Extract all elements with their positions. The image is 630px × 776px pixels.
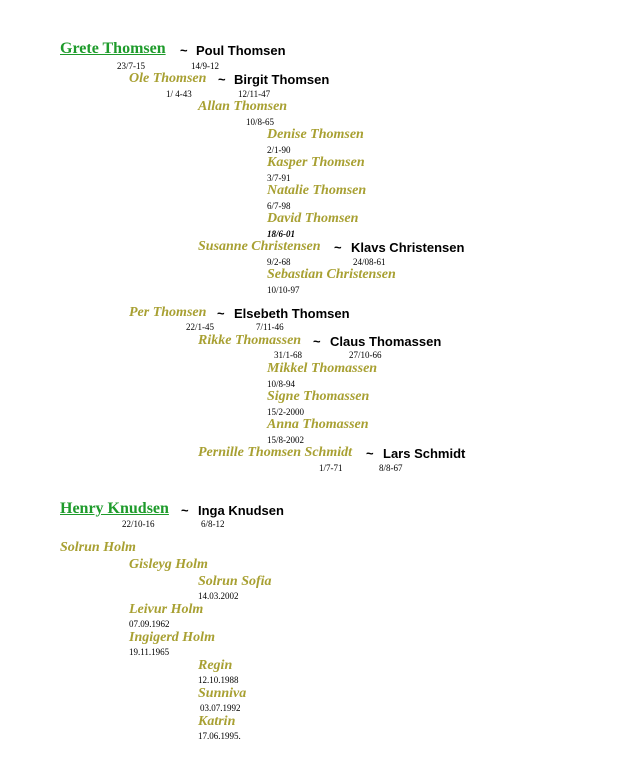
regin-birth-date: 12.10.1988	[198, 675, 239, 685]
gisleyg-holm-name: Gisleyg Holm	[129, 557, 208, 572]
rikke-thomassen-name: Rikke Thomassen	[198, 333, 302, 348]
birgit-birth-date: 12/11-47	[238, 89, 271, 99]
per-thomsen-name: Per Thomsen	[129, 305, 207, 320]
leivur-holm-name: Leivur Holm	[129, 602, 204, 617]
poul-thomsen-name: Poul Thomsen	[196, 43, 286, 58]
sunniva-birth-date: 03.07.1992	[200, 703, 241, 713]
grete-thomsen-name: Grete Thomsen	[60, 40, 166, 57]
ole-thomsen-name: Ole Thomsen	[129, 71, 207, 86]
leivur-birth-date: 07.09.1962	[129, 619, 170, 629]
inga-birth-date: 6/8-12	[201, 519, 225, 529]
mikkel-birth-date: 10/8-94	[267, 379, 295, 389]
solrun-sofia-birth-date: 14.03.2002	[198, 591, 239, 601]
birgit-thomsen-name: Birgit Thomsen	[234, 72, 330, 87]
david-thomsen-name: David Thomsen	[267, 211, 359, 226]
henry-knudsen-name: Henry Knudsen	[60, 500, 169, 517]
signe-thomassen-name: Signe Thomassen	[267, 389, 370, 404]
elsebeth-thomsen-name: Elsebeth Thomsen	[234, 306, 350, 321]
solrun-sofia-name: Solrun Sofia	[198, 574, 272, 589]
solrun-holm-name: Solrun Holm	[60, 540, 136, 555]
denise-birth-date: 2/1-90	[267, 145, 291, 155]
pernille-thomsen-schmidt-name: Pernille Thomsen Schmidt	[198, 445, 353, 460]
denise-thomsen-name: Denise Thomsen	[267, 127, 364, 142]
elsebeth-birth-date: 7/11-46	[256, 322, 284, 332]
rikke-birth-date: 31/1-68	[274, 350, 302, 360]
anna-birth-date: 15/8-2002	[267, 435, 304, 445]
pernille-birth-date: 1/7-71	[319, 463, 343, 473]
claus-thomassen-name: Claus Thomassen	[330, 334, 442, 349]
marriage-tilde: ~	[218, 72, 226, 87]
david-birth-date: 18/6-01	[267, 229, 295, 239]
poul-birth-date: 14/9-12	[191, 61, 219, 71]
marriage-tilde: ~	[366, 446, 374, 461]
marriage-tilde: ~	[217, 306, 225, 321]
marriage-tilde: ~	[181, 503, 189, 518]
per-birth-date: 22/1-45	[186, 322, 214, 332]
susanne-birth-date: 9/2-68	[267, 257, 291, 267]
kasper-thomsen-name: Kasper Thomsen	[267, 155, 365, 170]
katrin-name: Katrin	[198, 714, 236, 729]
sebastian-christensen-name: Sebastian Christensen	[267, 267, 396, 282]
klavs-birth-date: 24/08-61	[353, 257, 386, 267]
kasper-birth-date: 3/7-91	[267, 173, 291, 183]
klavs-christensen-name: Klavs Christensen	[351, 240, 465, 255]
signe-birth-date: 15/2-2000	[267, 407, 304, 417]
natalie-birth-date: 6/7-98	[267, 201, 291, 211]
sunniva-name: Sunniva	[198, 686, 247, 701]
lars-schmidt-name: Lars Schmidt	[383, 446, 466, 461]
allan-birth-date: 10/8-65	[246, 117, 274, 127]
ole-birth-date: 1/ 4-43	[166, 89, 192, 99]
marriage-tilde: ~	[334, 240, 342, 255]
regin-name: Regin	[198, 658, 233, 673]
grete-birth-date: 23/7-15	[117, 61, 145, 71]
susanne-christensen-name: Susanne Christensen	[198, 239, 321, 254]
katrin-birth-date: 17.06.1995.	[198, 731, 241, 741]
sebastian-birth-date: 10/10-97	[267, 285, 300, 295]
allan-thomsen-name: Allan Thomsen	[198, 99, 288, 114]
marriage-tilde: ~	[313, 334, 321, 349]
anna-thomassen-name: Anna Thomassen	[267, 417, 369, 432]
henry-birth-date: 22/10-16	[122, 519, 155, 529]
mikkel-thomassen-name: Mikkel Thomassen	[267, 361, 378, 376]
claus-birth-date: 27/10-66	[349, 350, 382, 360]
natalie-thomsen-name: Natalie Thomsen	[267, 183, 367, 198]
marriage-tilde: ~	[180, 43, 188, 58]
lars-birth-date: 8/8-67	[379, 463, 403, 473]
ingigerd-holm-name: Ingigerd Holm	[129, 630, 215, 645]
inga-knudsen-name: Inga Knudsen	[198, 503, 284, 518]
ingigerd-birth-date: 19.11.1965	[129, 647, 170, 657]
